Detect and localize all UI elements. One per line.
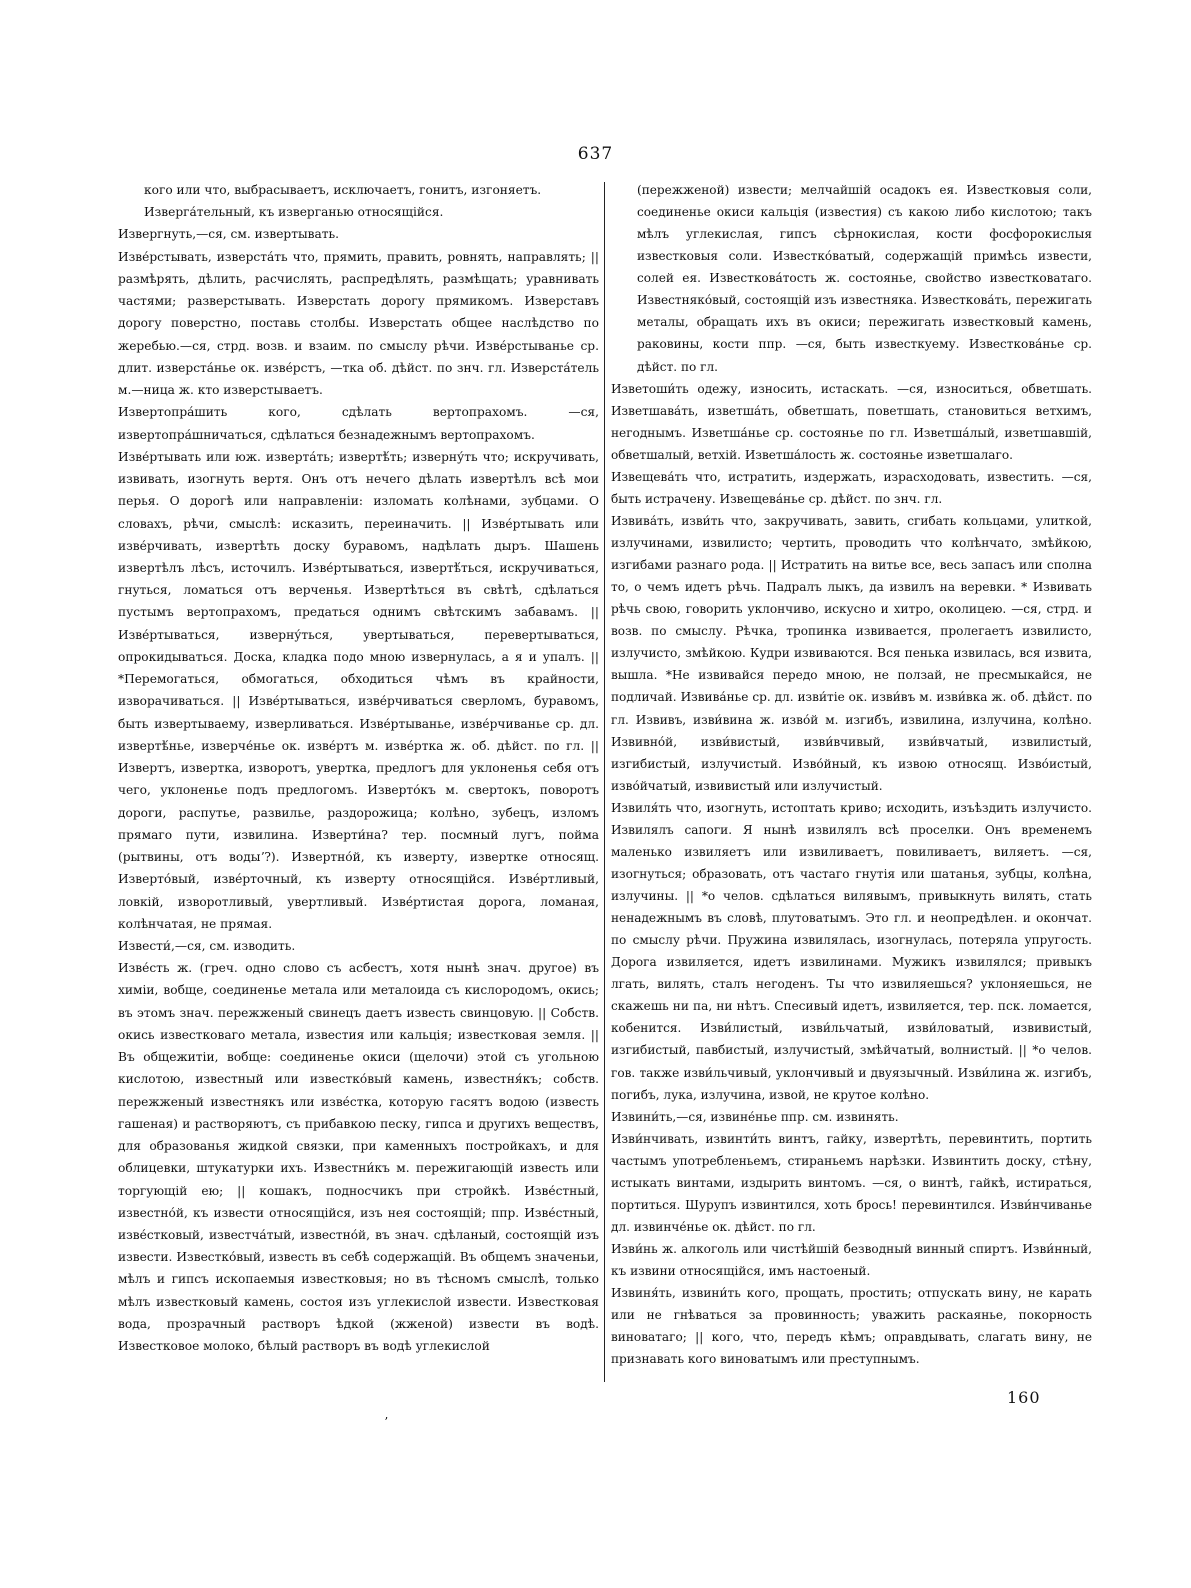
dictionary-entry: (пережженой) извести; мелчайшій осадокъ ея. Известковыя соли, соединенье окиси кальція (известия) съ какою либо кислотою; такъ мѣлъ углекислая, гипсъ сѣрнокислая, кости фосфорокислыя известковыя соли. Известко́ватый, содержащій примѣсь извести, солей ея. Известкова́тость ж. состоянье, свойство известковатаго. Известняко́вый, состоящій изъ известняка. Известкова́ть, пережигать металы, обращать ихъ въ окиси; пережигать известковый камень, раковины, кости ппр. —ся, быть известкуему. Известкова́нье ср. дѣйст. по гл. — [637, 183, 1092, 374]
dictionary-entry: Изве́сть ж. (греч. одно слово съ асбестъ, хотя нынѣ знач. другое) въ химіи, вобще, соединенье метала или металоида съ кислородомъ, окись; въ этомъ знач. пережженый свинецъ даетъ известь свинцовую. || Собств. окись известковаго метала, известия или кальція; известковая земля. || Въ общежитіи, вобще: соединенье окиси (щелочи) этой съ угольною кислотою, известный или известко́вый камень, известня́къ; собств. пережженый известнякъ или изве́стка, которую гасятъ водою (известь гашеная) и растворяютъ, съ прибавкою песку, гипса и другихъ веществъ, для образованья жидкой связки, при каменныхъ постройкахъ, и для облицевки, штукатурки ихъ. Известни́къ м. пережигающій известь или торгующій ею; || кошакъ, подносчикъ при стройкѣ. Изве́стный, известно́й, къ извести относящійся, изъ нея состоящій; ппр. Изве́стный, изве́стковый, известча́тый, известно́й, въ знач. сдѣланый, состоящій изъ извести. Известко́вый, известь въ себѣ содержащій. Въ общемъ значеньи, мѣлъ и гипсъ ископаемыя известковыя; но въ тѣсномъ смыслѣ, только мѣлъ известковый камень, состоя изъ углекислой извести. Известковая вода, прозрачный растворъ ѣдкой (жженой) извести въ водѣ. Известковое молоко, бѣлый растворъ въ водѣ углекислой — [118, 961, 599, 1354]
dictionary-entry: Извертопра́шить кого, сдѣлать вертопрахомъ. —ся, извертопра́шничаться, сдѣлаться безнадежнымъ вертопрахомъ. — [118, 405, 599, 442]
dictionary-entry: кого или что, выбрасываетъ, исключаетъ, гонитъ, изгоняетъ. — [144, 183, 542, 197]
dictionary-entry: Извива́ть, изви́ть что, закручивать, завить, сгибать кольцами, улиткой, излучинами, извилисто; чертить, проводить что колѣнчато, змѣйкою, изгибами разнаго рода. || Истратить на витье все, весь запасъ или сполна то, о чемъ идетъ рѣчь. Падралъ лыкъ, да извилъ на веревки. * Извивать рѣчь свою, говорить уклончиво, искусно и хитро, околицею. —ся, стрд. и возв. по смыслу. Рѣчка, тропинка извивается, пролегаетъ извилисто, излучисто, змѣйкою. Кудри извиваются. Вся пенька извилась, вся извита, вышла. *Не извивайся передо мною, не ползай, не пресмыкайся, не подличай. Извива́нье ср. дл. изви́тіе ок. изви́въ м. изви́вка ж. об. дѣйст. по гл. Извивъ, изви́вина ж. изво́й м. изгибъ, извилина, излучина, колѣно. Извивно́й, изви́вистый, изви́вчивый, изви́вчатый, извилистый, изгибистый, излучистый. Изво́йный, къ извою относящ. Изво́истый, изво́йчатый, извивистый или излучистый. — [611, 513, 1092, 793]
dictionary-entry: Извиня́ть, извини́ть кого, прощать, простить; отпускать вину, не карать или не гнѣваться за провинность; уважить раскаянье, покорность виноватаго; || кого, что, передъ кѣмъ; оправдывать, слагать вину, не признавать кого виноватымъ или преступнымъ. — [611, 1286, 1092, 1367]
dictionary-entry: Изверга́тельный, къ изверганью относящійся. — [144, 205, 444, 220]
dictionary-entry: Извести́,—ся, см. изводить. — [118, 938, 296, 953]
dictionary-entry: Изве́рстывать, изверста́ть что, прямить, править, ровнять, направлять; || размѣрять, дѣлить, расчислять, распредѣлять, размѣщать; уравнивать частями; разверстывать. Изверстать дорогу прямикомъ. Изверставъ дорогу поверстно, поставь столбы. Изверстать общее наслѣдство по жеребью.—ся, стрд. возв. и взаим. по смыслу рѣчи. Изве́рстыванье ср. длит. изверста́нье ок. изве́рстъ, —тка об. дѣйст. по знч. гл. Изверста́тель м.—ница ж. кто изверстываетъ. — [118, 249, 599, 398]
dictionary-entry: Извиля́ть что, изогнуть, истоптать криво; исходить, изъѣздить излучисто. Извилялъ сапоги. Я нынѣ извилялъ всѣ проселки. Онъ временемъ маленько извиляетъ или извиливаетъ, повиливаетъ, виляетъ. —ся, изогнуться; образовать, отъ частаго гнутія или шатанья, зубцы, колѣна, излучины. || *о челов. сдѣлаться вилявымъ, привыкнуть вилять, стать ненадежнымъ въ словѣ, плутоватымъ. Это гл. и неопредѣлен. и окончат. по смыслу рѣчи. Пружина извилялась, изогнулась, потеряла упругость. Дорога извиляется, идетъ извилинами. Мужикъ извилялся; привыкъ лгать, вилять, сталъ негоденъ. Ты что извиляешься? уклоняешься, не скажешь ни па, ни нѣтъ. Спесивый идетъ, извиляется, тер. пск. ломается, кобенится. Изви́листый, изви́льчатый, изви́ловатый, извивистый, изгибистый, павбистый, излучистый, змѣйчатый, волнистый. || *о челов. гов. также изви́льчивый, уклончивый и двуязычный. Изви́лина ж. изгибъ, погибъ, лука, излучина, извой, не крутое колѣно. — [611, 800, 1092, 1102]
right-column — [611, 179, 1092, 1370]
dictionary-entry: Извини́ть,—ся, извине́нье ппр. см. извинять. — [611, 1109, 899, 1124]
left-column — [118, 179, 599, 1357]
dictionary-entry: Изветоши́ть одежу, износить, истаскать. —ся, износиться, обветшать. Изветшава́ть, изветша́ть, обветшать, поветшать, становиться ветхимъ, негоднымъ. Изветша́нье ср. состоянье по гл. Изветша́лый, изветшавшій, обветшалый, ветхій. Изветша́лость ж. состоянье изветшалаго. — [611, 381, 1092, 462]
dictionary-entry: Извергнуть,—ся, см. извертывать. — [118, 227, 340, 242]
dictionary-entry: Изви́нчивать, извинти́ть винтъ, гайку, извертѣть, перевинтить, портить частымъ употребленьемъ, стираньемъ нарѣзки. Извинтить доску, стѣну, истыкать винтами, издырить винтомъ. —ся, о винтѣ, гайкѣ, истираться, портиться. Шурупъ извинтился, хоть брось! перевинтился. Изви́нчиванье дл. извинче́нье ок. дѣйст. по гл. — [611, 1131, 1092, 1234]
dictionary-entry: Изве́ртывать или юж. изверта́ть; извертѣ́ть; изверну́ть что; искручивать, извивать, изогнуть вертя. Онъ отъ нечего дѣлать извертѣлъ всѣ мои перья. О дорогѣ или направленіи: изломать колѣнами, зубцами. О словахъ, рѣчи, смыслѣ: исказить, переиначить. || Изве́ртывать или изве́рчивать, извертѣть доску буравомъ, надѣлать дыръ. Шашень извертѣлъ лѣсъ, источилъ. Изве́ртываться, извертѣ́ться, искручиваться, гнуться, ломаться отъ верченья. Извертѣться въ свѣтѣ, сдѣлаться пустымъ вертопрахомъ, предаться однимъ свѣтскимъ забавамъ. || Изве́ртываться, изверну́ться, увертываться, перевертываться, опрокидываться. Доска, кладка подо мною извернулась, а я и упалъ. || *Перемогаться, обмогаться, обходиться чѣмъ въ крайности, изворачиваться. || Изве́ртываться, изве́рчиваться сверломъ, буравомъ, быть извертываему, изверливаться. Изве́ртыванье, изве́рчиванье ср. дл. извертѣ́нье, изверче́нье ок. изве́ртъ м. изве́ртка ж. об. дѣйст. по гл. || Извертъ, извертка, изворотъ, увертка, предлогъ для уклоненья себя отъ чего, уклоненье подъ предлогомъ. Изверто́къ м. свертокъ, поворотъ дороги, распутье, развилье, раздорожица; колѣно, зубецъ, изломъ прямаго пути, извилина. Изверти́на? тер. посмный лугъ, пойма (рытвины, отъ водыʼ?). Извертно́й, къ изверту, извертке относящ. Изверто́вый, изве́рточный, къ изверту относящійся. Изве́ртливый, ловкій, изворотливый, увертливый. Изве́ртистая дорога, ломаная, колѣнчатая, не прямая. — [118, 449, 599, 931]
page-number: 637 — [577, 144, 614, 164]
dictionary-entry: Изви́нь ж. алкоголь или чистѣйшій безводный винный спиртъ. Изви́нный, къ извини относящійся, имъ настоеный. — [611, 1242, 1092, 1279]
stray-mark: ʼ — [384, 1415, 388, 1429]
catchword: 160 — [1007, 1388, 1041, 1407]
dictionary-entry: Извещева́ть что, истратить, издержать, израсходовать, известить. —ся, быть истрачену. Извещева́нье ср. дѣйст. по знч. гл. — [611, 469, 1092, 506]
column-divider — [604, 182, 605, 1382]
